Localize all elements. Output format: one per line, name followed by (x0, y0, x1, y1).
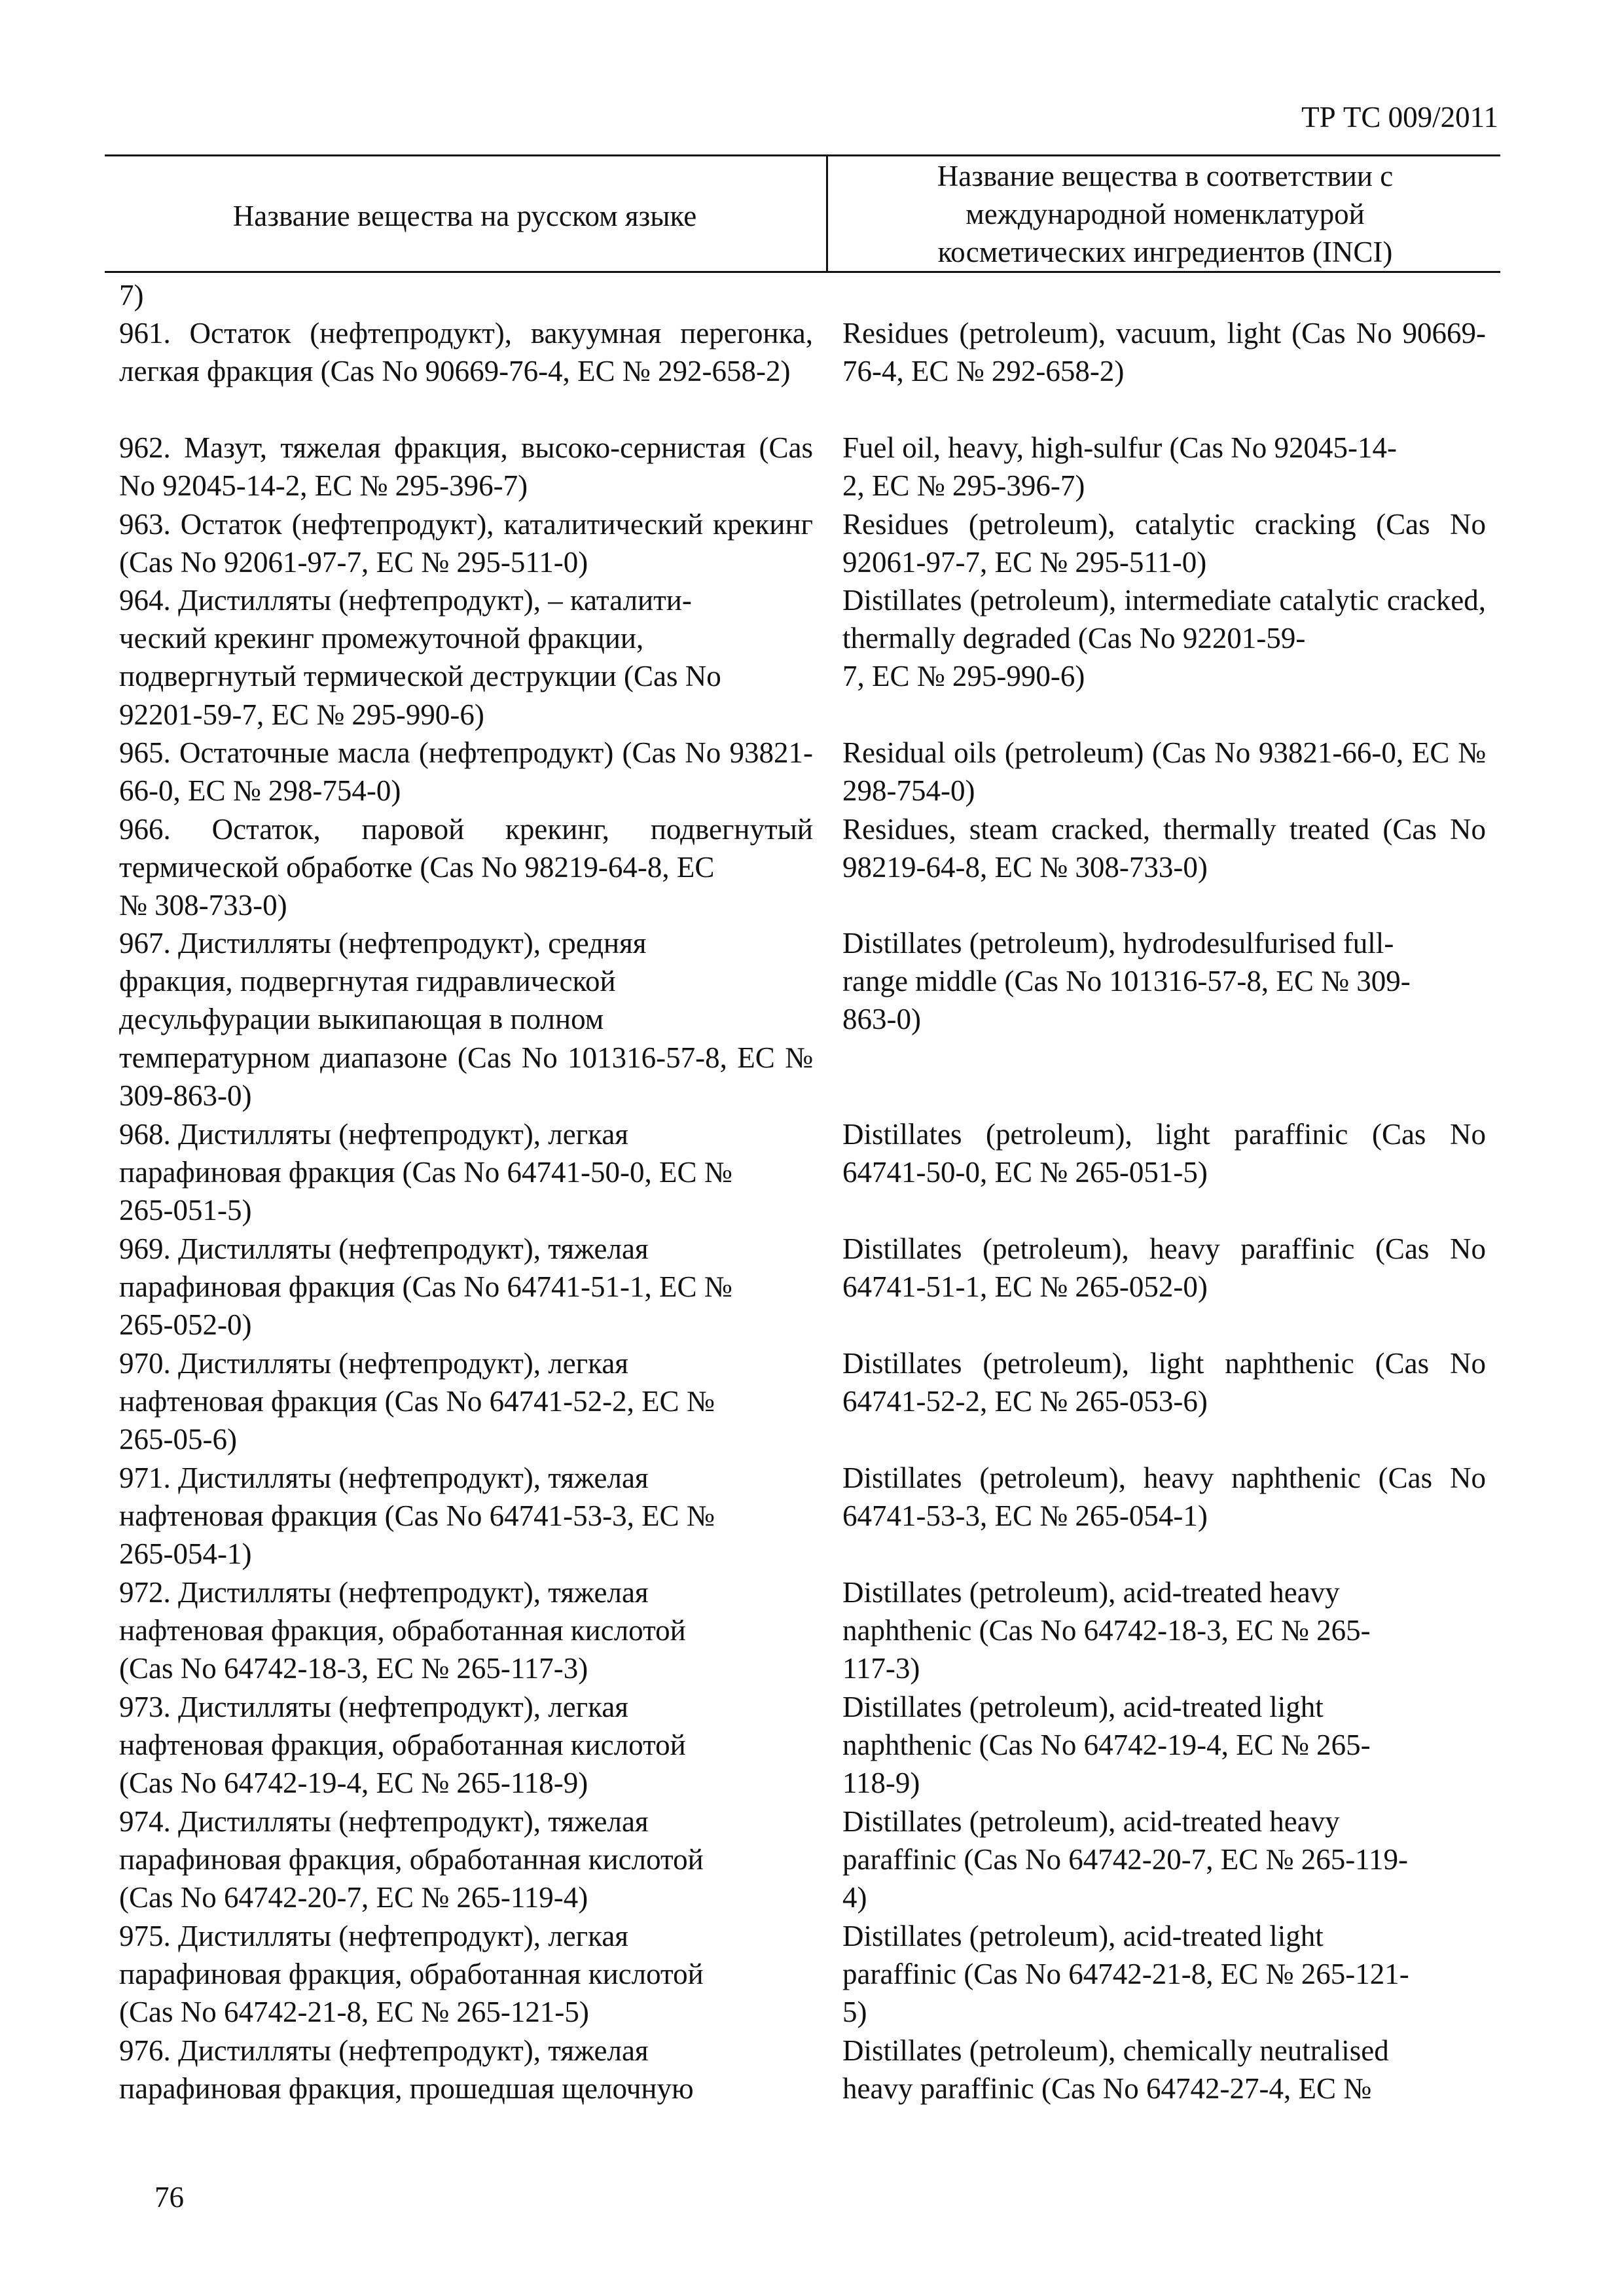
cell-inci: Fuel oil, heavy, high-sulfur (Cas No 92045-14- 2, EC № 295-396-7) (842, 431, 1397, 503)
cell-russian: 962. Мазут, тяжелая фракция, высоко-сернистая (Cas No 92045-14-2, EC № 295-396-7) (119, 431, 813, 503)
cell-russian: 967. Дистилляты (нефтепродукт), средняя фракция, подвергнутая гидравлической десульфурации выкипающая в полном температурном диапазоне (Cas No 101316-57-8, EC № 309-863-0) (119, 927, 813, 1112)
table-top-rule (105, 154, 1500, 156)
cell-inci: Distillates (petroleum), acid-treated light paraffinic (Cas No 64742-21-8, EC № 265-121- 5) (842, 1920, 1409, 2029)
cell-russian: 969. Дистилляты (нефтепродукт), тяжелая парафиновая фракция (Cas No 64741-51-1, EC № 265-052-0) (119, 1232, 732, 1342)
cell-russian: 974. Дистилляты (нефтепродукт), тяжелая парафиновая фракция, обработанная кислотой (Cas No 64742-20-7, EC № 265-119-4) (119, 1805, 704, 1914)
cell-russian: 966. Остаток, паровой крекинг, подвегнутый термической обработке (Cas No 98219-64-8, EC № 308-733-0) (119, 813, 813, 922)
cell-inci: Residual oils (petroleum) (Cas No 93821-66-0, EC № 298-754-0) (842, 736, 1486, 808)
cell-russian: 965. Остаточные масла (нефтепродукт) (Cas No 93821-66-0, EC № 298-754-0) (119, 736, 813, 808)
cell-inci: Residues (petroleum), vacuum, light (Cas No 90669-76-4, EC № 292-658-2) (842, 317, 1486, 388)
cell-inci: Residues, steam cracked, thermally treated (Cas No 98219-64-8, EC № 308-733-0) (842, 813, 1486, 884)
cell-inci: Residues (petroleum), catalytic cracking (Cas No 92061-97-7, EC № 295-511-0) (842, 508, 1486, 579)
cell-inci: Distillates (petroleum), light paraffinic (Cas No 64741-50-0, EC № 265-051-5) (842, 1118, 1486, 1189)
document-code: ТР ТС 009/2011 (1301, 101, 1498, 134)
cell-russian: 964. Дистилляты (нефтепродукт), – каталити- ческий крекинг промежуточной фракции, подвергнутый термической деструкции (Cas No 92201-59-7, EC № 295-990-6) (119, 584, 721, 731)
cell-russian: 968. Дистилляты (нефтепродукт), легкая парафиновая фракция (Cas No 64741-50-0, EC № 265-051-5) (119, 1118, 732, 1227)
cell-russian: 971. Дистилляты (нефтепродукт), тяжелая нафтеновая фракция (Cas No 64741-53-3, EC № 265-054-1) (119, 1462, 715, 1571)
continuation-text: 7) (119, 279, 144, 312)
cell-russian: 976. Дистилляты (нефтепродукт), тяжелая парафиновая фракция, прошедшая щелочную (119, 2034, 694, 2106)
cell-inci: Distillates (petroleum), heavy naphthenic (Cas No 64741-53-3, EC № 265-054-1) (842, 1462, 1486, 1533)
cell-inci: Distillates (petroleum), intermediate catalytic cracked, thermally degraded (Cas No 92201-59- 7, EC № 295-990-6) (842, 584, 1486, 693)
cell-inci: Distillates (petroleum), heavy paraffinic (Cas No 64741-51-1, EC № 265-052-0) (842, 1232, 1486, 1304)
cell-russian: 963. Остаток (нефтепродукт), каталитический крекинг (Cas No 92061-97-7, EC № 295-511-0) (119, 508, 813, 579)
header-russian-name: Название вещества на русском языке (232, 200, 697, 232)
cell-russian: 973. Дистилляты (нефтепродукт), легкая нафтеновая фракция, обработанная кислотой (Cas No 64742-19-4, EC № 265-118-9) (119, 1691, 686, 1800)
cell-russian: 970. Дистилляты (нефтепродукт), легкая нафтеновая фракция (Cas No 64741-52-2, EC № 265-05-6) (119, 1347, 715, 1456)
table-header-bottom-rule (105, 271, 1500, 273)
cell-russian: 961. Остаток (нефтепродукт), вакуумная перегонка, легкая фракция (Cas No 90669-76-4, EC № 292-658-2) (119, 317, 813, 388)
cell-inci: Distillates (petroleum), hydrodesulfurised full- range middle (Cas No 101316-57-8, EC № 309- 863-0) (842, 927, 1411, 1036)
cell-inci: Distillates (petroleum), chemically neutralised heavy paraffinic (Cas No 64742-27-4, EC № (842, 2034, 1389, 2106)
cell-russian: 972. Дистилляты (нефтепродукт), тяжелая нафтеновая фракция, обработанная кислотой (Cas No 64742-18-3, EC № 265-117-3) (119, 1576, 686, 1685)
table-header-divider (826, 154, 828, 272)
cell-inci: Distillates (petroleum), acid-treated heavy paraffinic (Cas No 64742-20-7, EC № 265-119- 4) (842, 1805, 1409, 1914)
cell-russian: 975. Дистилляты (нефтепродукт), легкая парафиновая фракция, обработанная кислотой (Cas No 64742-21-8, EC № 265-121-5) (119, 1920, 704, 2029)
page-number: 76 (154, 2181, 184, 2214)
header-inci-name: Название вещества в соответствии с международной номенклатурой косметических ингредиентов (INCI) (937, 160, 1394, 268)
cell-inci: Distillates (petroleum), acid-treated light naphthenic (Cas No 64742-19-4, EC № 265- 118-9) (842, 1691, 1371, 1800)
cell-inci: Distillates (petroleum), light naphthenic (Cas No 64741-52-2, EC № 265-053-6) (842, 1347, 1486, 1418)
cell-inci: Distillates (petroleum), acid-treated heavy naphthenic (Cas No 64742-18-3, EC № 265- 117-3) (842, 1576, 1371, 1685)
